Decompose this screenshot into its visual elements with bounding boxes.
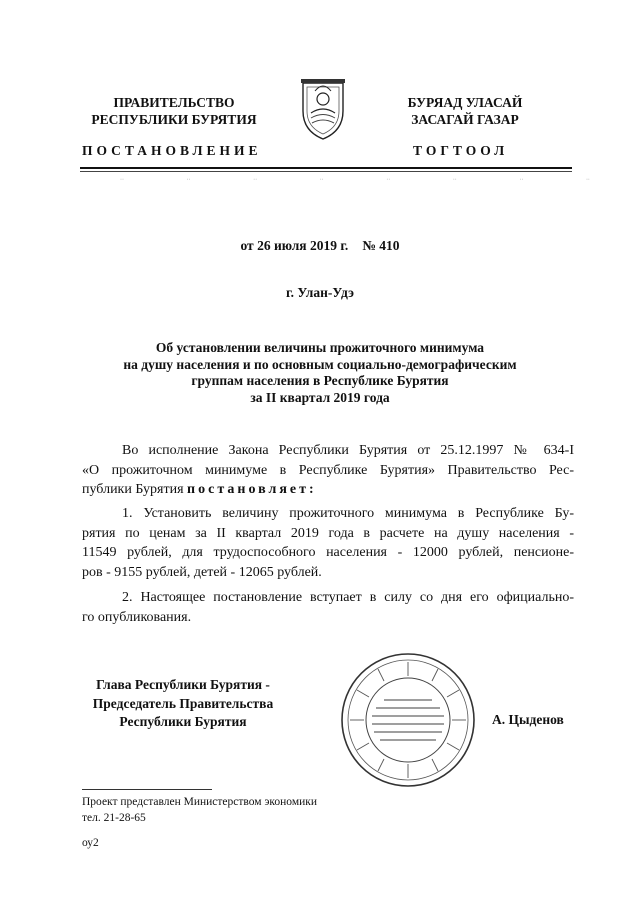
header-government-bua <box>384 94 546 128</box>
footnote-divider <box>82 789 212 790</box>
header-divider <box>80 167 572 169</box>
paragraph-line: Во исполнение Закона Республики Бурятия от 25.12.1997 № 634-I <box>122 443 574 458</box>
paragraph-preamble <box>82 441 574 500</box>
paragraph-line: 1. Установить величину прожиточного минимума в Республике Бу- <box>122 506 574 521</box>
document-code: оу2 <box>82 837 99 849</box>
subject-line: группам населения в Республике Бурятия <box>191 373 449 388</box>
official-seal-stamp <box>338 650 478 790</box>
document-subject <box>90 340 550 406</box>
paragraph-line: «О прожиточном минимуме в Республике Бурятия» Правительство Рес- <box>82 462 574 478</box>
header-right-title: ТОГТООЛ <box>413 143 509 158</box>
header-dotted-line: ·· ·· ·· ·· ·· ·· ·· ·· <box>120 177 590 183</box>
header-left-line2: РЕСПУБЛИКИ БУРЯТИЯ <box>91 112 257 127</box>
signer-name: А. Цыденов <box>492 712 564 727</box>
document-number: № 410 <box>362 238 400 253</box>
paragraph-line: рятия по ценам за II квартал 2019 года в расчете на душу населения - <box>82 525 574 541</box>
paragraph-line: 2. Настоящее постановление вступает в силу со дня его официально- <box>122 590 574 605</box>
document-date: от 26 июля 2019 г. <box>240 238 349 253</box>
footnote-prepared-by: Проект представлен Министерством экономики <box>82 796 318 808</box>
header-government-ru <box>80 94 268 128</box>
paragraph-line: го опубликования. <box>82 609 192 625</box>
paragraph-item-1 <box>82 504 574 582</box>
signer-title <box>78 676 288 732</box>
document-date-number <box>0 238 640 254</box>
document-city: г. Улан-Удэ <box>286 285 354 300</box>
signer-title-line: Глава Республики Бурятия - <box>96 677 270 692</box>
signer-title-line: Республики Бурятия <box>119 714 247 729</box>
header-left-title: ПОСТАНОВЛЕНИЕ <box>82 143 262 158</box>
subject-line: на душу населения и по основным социально-демографическим <box>123 356 517 372</box>
subject-line: Об установлении величины прожиточного минимума <box>155 340 485 355</box>
footnote <box>82 794 317 826</box>
footnote-phone: тел. 21-28-65 <box>82 812 146 824</box>
header-left-line1: ПРАВИТЕЛЬСТВО <box>113 95 235 110</box>
paragraph-line: 11549 рублей, для трудоспособного населения - 12000 рублей, пенсионе- <box>82 545 574 560</box>
header-right-line1: БУРЯАД УЛАСАЙ <box>407 95 523 110</box>
subject-line: за II квартал 2019 года <box>250 389 390 405</box>
header-divider-thin <box>80 171 572 172</box>
header-right-line2: ЗАСАГАЙ ГАЗАР <box>411 112 519 127</box>
paragraph-line-resolution <box>82 480 574 500</box>
paragraph-line: ров - 9155 рублей, детей - 12065 рублей. <box>82 564 322 580</box>
paragraph-line-text: публики Бурятия <box>82 482 188 497</box>
coat-of-arms-icon <box>299 77 347 141</box>
paragraph-item-2 <box>82 588 574 627</box>
resolves-keyword: постановляет: <box>187 482 317 497</box>
signer-title-line: Председатель Правительства <box>92 695 274 711</box>
